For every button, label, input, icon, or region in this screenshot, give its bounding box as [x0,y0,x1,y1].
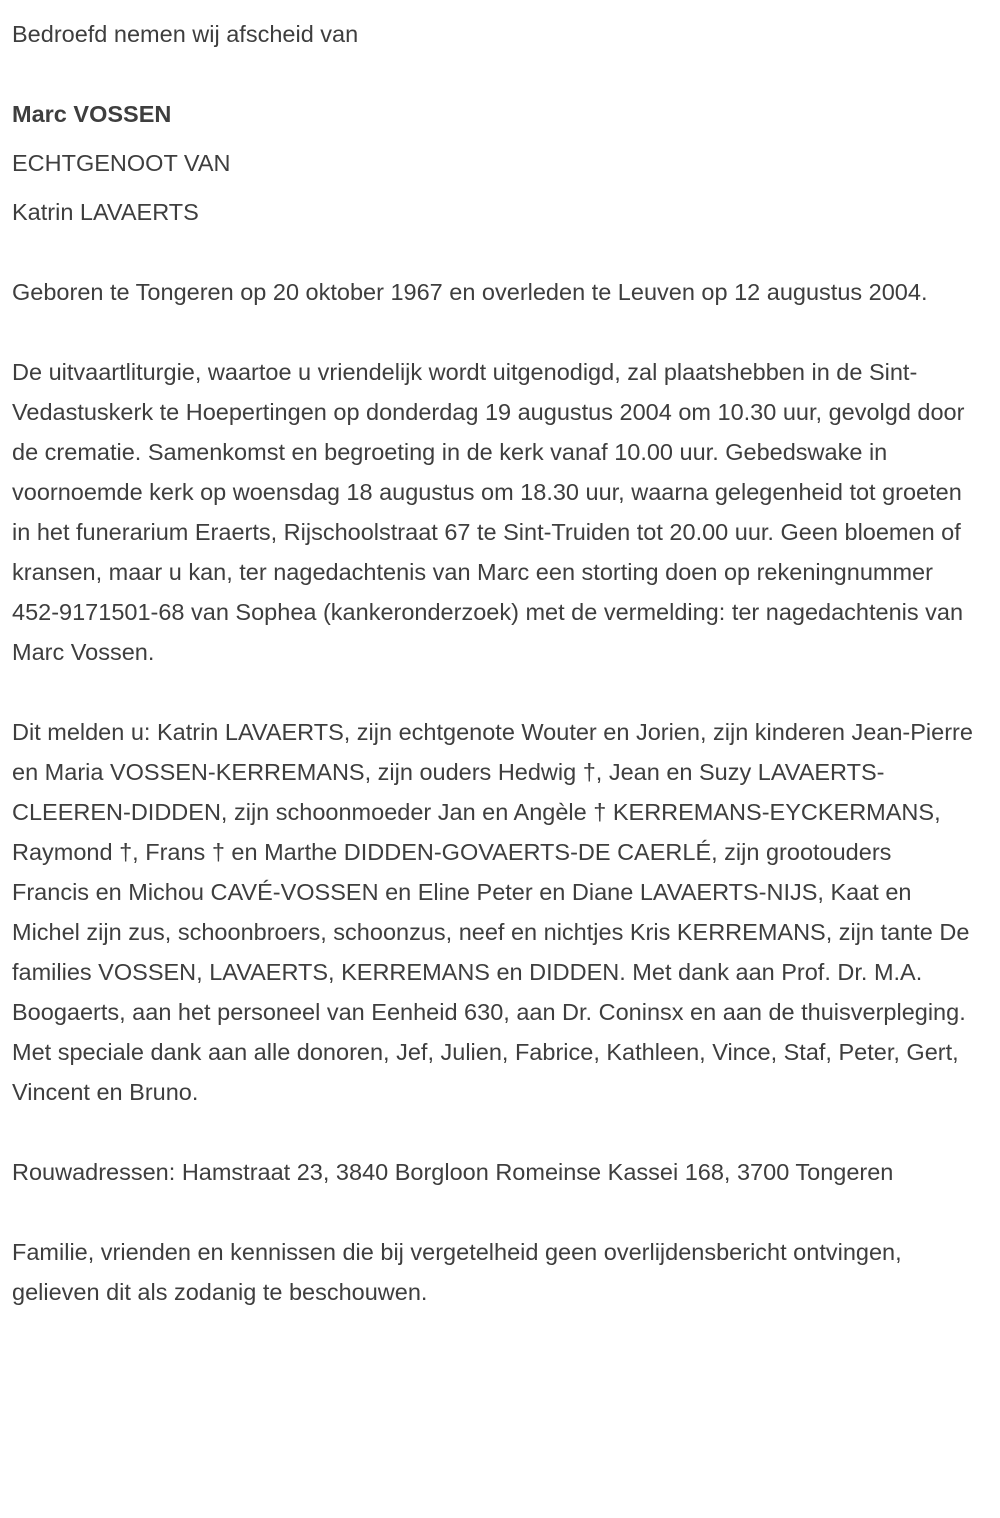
relation-label: ECHTGENOOT VAN [12,150,231,176]
intro-line: Bedroefd nemen wij afscheid van [12,21,359,47]
birth-death-paragraph: Geboren te Tongeren op 20 oktober 1967 en overleden te Leuven op 12 augustus 2004. [12,279,928,305]
family-announcement-paragraph: Dit melden u: Katrin LAVAERTS, zijn echtgenote Wouter en Jorien, zijn kinderen Jean-Pierre en Maria VOSSEN-KERREMANS, zijn ouders Hedwig †, Jean en Suzy LAVAERTS-CLEEREN-DIDDEN, zijn schoonmoeder Jan en Angèle † KERREMANS-EYCKERMANS, Raymond †, Frans † en Marthe DIDDEN-GOVAERTS-DE CAERLÉ, zijn grootouders Francis en Michou CAVÉ-VOSSEN en Eline Peter en Diane LAVAERTS-NIJS, Kaat en Michel zijn zus, schoonbroers, schoonzus, neef en nichtjes Kris KERREMANS, zijn tante De families VOSSEN, LAVAERTS, KERREMANS en DIDDEN. Met dank aan Prof. Dr. M.A. Boogaerts, aan het personeel van Eenheid 630, aan Dr. Coninsx en aan de thuisverpleging. Met speciale dank aan alle donoren, Jef, Julien, Fabrice, Kathleen, Vince, Staf, Peter, Gert, Vincent en Bruno. [12,719,973,1105]
mourning-addresses-paragraph: Rouwadressen: Hamstraat 23, 3840 Borgloon Romeinse Kassei 168, 3700 Tongeren [12,1159,894,1185]
closing-note-paragraph: Familie, vrienden en kennissen die bij vergetelheid geen overlijdensbericht ontvingen, gelieven dit als zodanig te beschouwen. [12,1239,902,1305]
ceremony-details-paragraph: De uitvaartliturgie, waartoe u vriendelijk wordt uitgenodigd, zal plaatshebben in de Sint-Vedastuskerk te Hoepertingen op donderdag 19 augustus 2004 om 10.30 uur, gevolgd door de crematie. Samenkomst en begroeting in de kerk vanaf 10.00 uur. Gebedswake in voornoemde kerk op woensdag 18 augustus om 18.30 uur, waarna gelegenheid tot groeten in het funerarium Eraerts, Rijschoolstraat 67 te Sint-Truiden tot 20.00 uur. Geen bloemen of kransen, maar u kan, ter nagedachtenis van Marc een storting doen op rekeningnummer 452-9171501-68 van Sophea (kankeronderzoek) met de vermelding: ter nagedachtenis van Marc Vossen. [12,359,965,665]
spouse-name: Katrin LAVAERTS [12,199,199,225]
deceased-name: Marc VOSSEN [12,101,172,127]
